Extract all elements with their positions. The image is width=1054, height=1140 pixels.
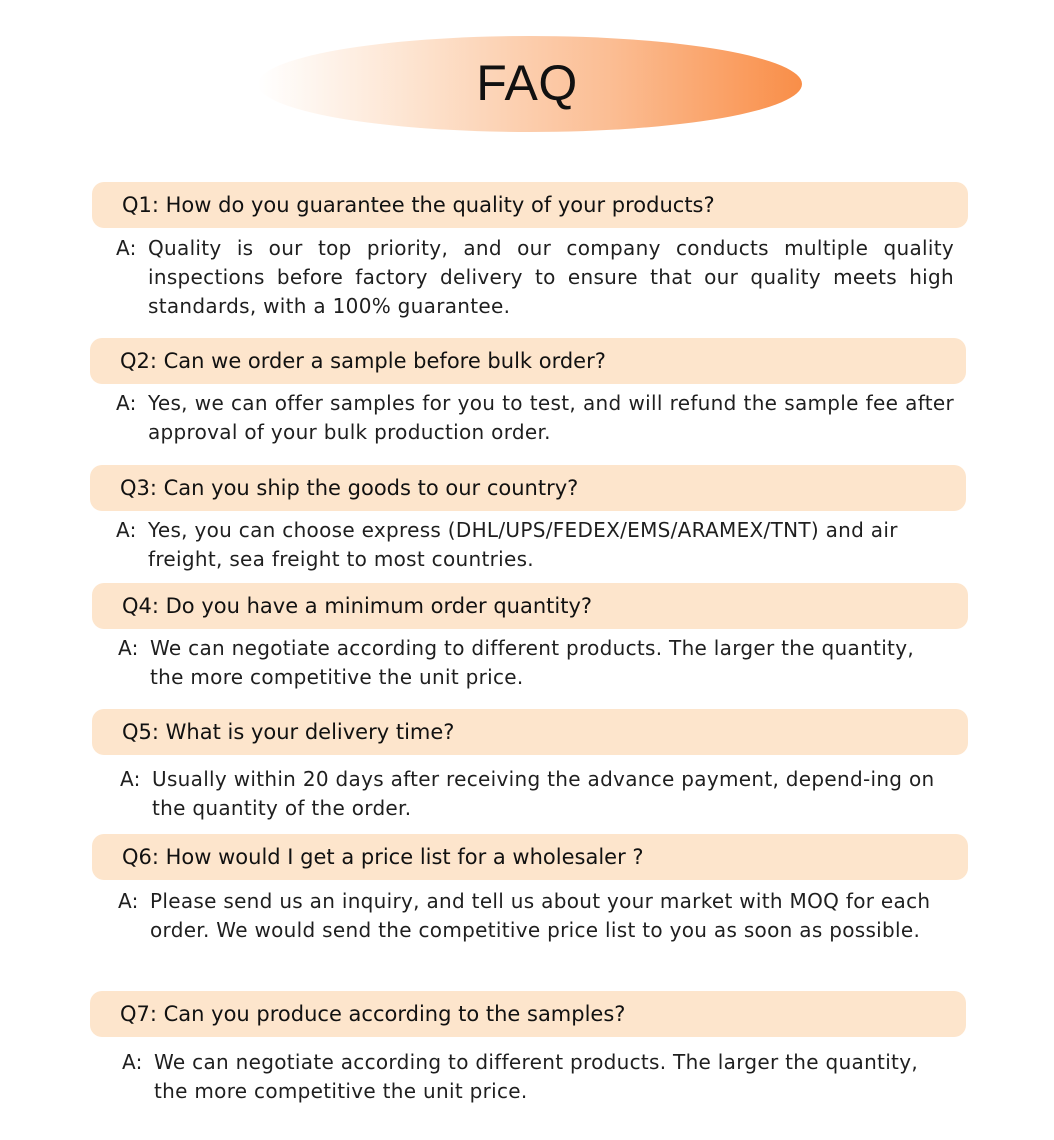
- faq-question-bar-3: [90, 465, 966, 511]
- faq-question-bar-4: [92, 583, 968, 629]
- answer-label: A:: [118, 889, 139, 913]
- faq-question-7: Q7: Can you produce according to the samples?: [120, 1002, 626, 1026]
- answer-text: Usually within 20 days after receiving the advance payment, depend-ing on the quantity of the order.: [152, 767, 935, 820]
- faq-question-6: Q6: How would I get a price list for a wholesaler ?: [122, 845, 644, 869]
- faq-answer-7: [122, 1048, 922, 1106]
- answer-text: Please send us an inquiry, and tell us about your market with MOQ for each order. We would send the competitive price list to you as soon as possible.: [150, 889, 931, 942]
- answer-text: Yes, we can offer samples for you to test, and will refund the sample fee after approval of your bulk production order.: [148, 391, 954, 444]
- faq-answer-4: [118, 634, 918, 692]
- faq-question-bar-5: [92, 709, 968, 755]
- faq-question-bar-2: [90, 338, 966, 384]
- answer-label: A:: [116, 518, 137, 542]
- answer-text: Yes, you can choose express (DHL/UPS/FEDEX/EMS/ARAMEX/TNT) and air freight, sea freight to most countries.: [148, 518, 898, 571]
- answer-text: Quality is our top priority, and our company conducts multiple quality inspections before factory delivery to ensure that our quality meets high standards, with a 100% guarantee.: [148, 236, 954, 318]
- faq-answer-5: [120, 765, 958, 823]
- faq-answer-3: [116, 516, 954, 574]
- faq-answer-2: [116, 389, 954, 447]
- answer-label: A:: [122, 1050, 143, 1074]
- answer-text: We can negotiate according to different products. The larger the quantity, the more competitive the unit price.: [154, 1050, 918, 1103]
- faq-answer-1: [116, 234, 954, 321]
- faq-question-bar-7: [90, 991, 966, 1037]
- answer-label: A:: [116, 391, 137, 415]
- faq-question-4: Q4: Do you have a minimum order quantity?: [122, 594, 593, 618]
- faq-answer-6: [118, 887, 958, 945]
- answer-label: A:: [120, 767, 141, 791]
- answer-label: A:: [116, 236, 137, 260]
- faq-question-bar-1: [92, 182, 968, 228]
- faq-question-bar-6: [92, 834, 968, 880]
- page-title: FAQ: [476, 55, 578, 111]
- faq-question-3: Q3: Can you ship the goods to our country?: [120, 476, 579, 500]
- answer-label: A:: [118, 636, 139, 660]
- faq-question-2: Q2: Can we order a sample before bulk order?: [120, 349, 606, 373]
- answer-text: We can negotiate according to different products. The larger the quantity, the more competitive the unit price.: [150, 636, 914, 689]
- faq-question-5: Q5: What is your delivery time?: [122, 720, 455, 744]
- faq-question-1: Q1: How do you guarantee the quality of your products?: [122, 193, 715, 217]
